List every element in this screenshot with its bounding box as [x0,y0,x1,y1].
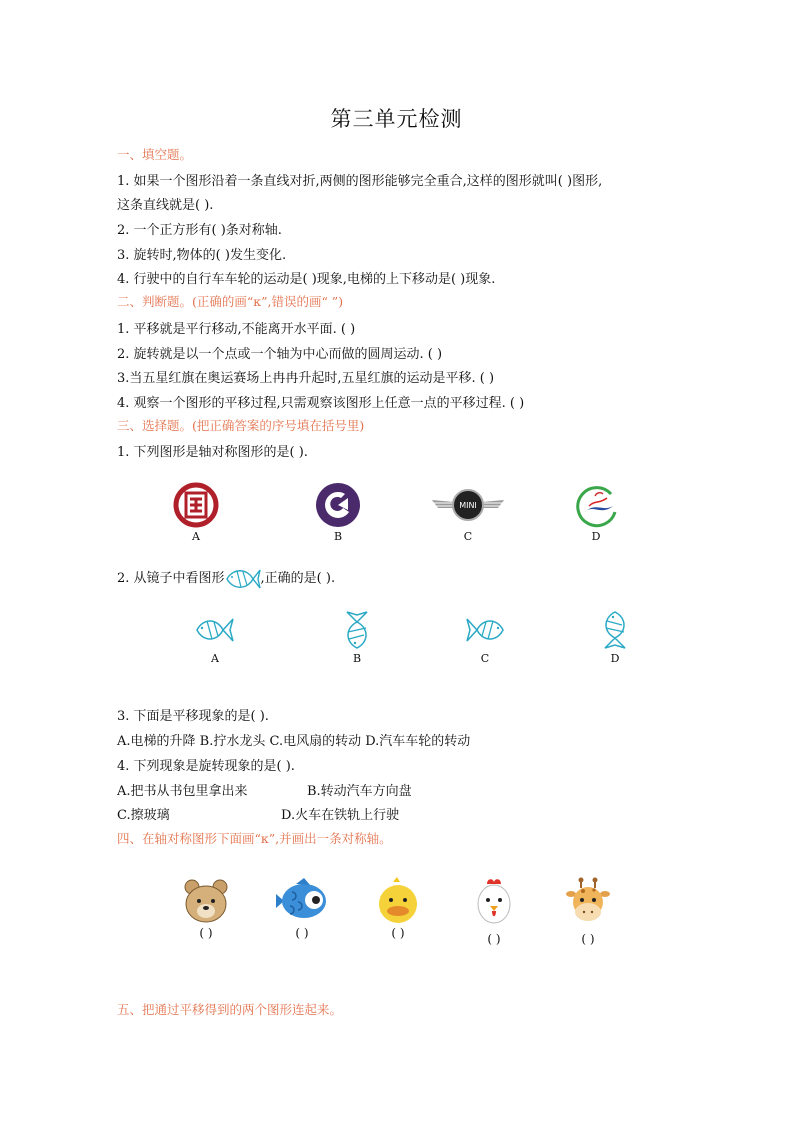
duck-icon [373,876,423,926]
icbc-logo-icon [173,482,219,528]
logo-label-d: D [591,530,601,543]
section-3-heading: 三、选择题。(把正确答案的序号填在括号里) [117,418,365,433]
animal-fish [272,876,332,940]
blue-fish-icon [274,876,330,926]
animal-paren-5: ( ) [581,932,595,946]
fish-option-d [592,610,638,665]
section-1-heading: 一、填空题。 [117,147,193,162]
fish-label-c: C [480,652,490,665]
s3-question-4-option-d: D.火车在铁轨上行驶 [281,808,400,823]
page-title: 第三单元检测 [330,107,463,131]
s3-question-4-option-c: C.擦玻璃 [117,808,170,823]
logo-option-d [572,482,620,543]
fish-option-c [462,610,508,665]
s1-question-1a: 1. 如果一个图形沿着一条直线对折,两侧的图形能够完全重合,这样的图形就叫( )图形, [117,174,603,189]
s1-question-3: 3. 旋转时,物体的( )发生变化. [117,248,287,263]
s2-question-3: 3.当五星红旗在奥运赛场上冉冉升起时,五星红旗的运动是平移. ( ) [117,371,495,386]
animal-paren-4: ( ) [487,932,501,946]
mini-logo-icon [428,482,508,528]
s2-question-4: 4. 观察一个图形的平移过程,只需观察该图形上任意一点的平移过程. ( ) [117,396,525,411]
s3-question-2 [117,564,335,594]
fish-option-a [192,610,238,665]
swan-logo-icon [573,482,619,528]
animal-giraffe [560,876,616,946]
fish-up-icon [593,610,637,650]
s3-question-1: 1. 下列图形是轴对称图形的是( ). [117,445,308,460]
logo-label-a: A [192,530,200,543]
s1-question-4: 4. 行驶中的自行车车轮的运动是( )现象,电梯的上下移动是( )现象. [117,272,496,287]
fish-label-d: D [610,652,620,665]
fish-left-icon [193,610,237,650]
logo-label-c: C [463,530,473,543]
animal-chicken [466,876,522,946]
s2-question-1: 1. 平移就是平行移动,不能离开水平面. ( ) [117,322,356,337]
s3-question-3-options: A.电梯的升降 B.拧水龙头 C.电风扇的转动 D.汽车车轮的转动 [117,734,471,749]
logo-label-b: B [333,530,343,543]
s3-question-2-prefix: 2. 从镜子中看图形 [117,571,225,586]
s1-question-2: 2. 一个正方形有( )条对称轴. [117,223,282,238]
s3-question-2-suffix: ,正确的是( ). [260,571,336,586]
s3-question-4: 4. 下列现象是旋转现象的是( ). [117,759,295,774]
bear-icon [181,876,231,926]
fish-icon [225,564,261,594]
fish-label-b: B [352,652,362,665]
animal-paren-2: ( ) [295,926,309,940]
fish-label-a: A [211,652,219,665]
fish-down-icon [335,610,379,650]
fish-option-b [334,610,380,665]
s1-question-1b: 这条直线就是( ). [117,198,214,213]
s3-question-3: 3. 下面是平移现象的是( ). [117,709,269,724]
logo-option-c [426,482,510,543]
s3-question-4-option-a: A.把书从书包里拿出来 [117,784,248,799]
giraffe-icon [563,876,613,932]
s2-question-2: 2. 旋转就是以一个点或一个轴为中心而做的圆周运动. ( ) [117,347,443,362]
s3-question-4-option-b: B.转动汽车方向盘 [307,784,412,799]
animal-duck [370,876,426,940]
chicken-icon [469,876,519,932]
fish-right-icon [463,610,507,650]
logo-option-b [314,482,362,543]
logo-option-a [172,482,220,543]
section-5-heading: 五、把通过平移得到的两个图形连起来。 [117,1002,343,1017]
section-4-heading: 四、在轴对称图形下面画“κ”,并画出一条对称轴。 [117,831,392,846]
section-2-heading: 二、判断题。(正确的画“κ”,错误的画“ ”) [117,294,344,309]
mini-logo-text: MINI [459,501,477,510]
animal-paren-1: ( ) [199,926,213,940]
animal-paren-3: ( ) [391,926,405,940]
ccb-logo-icon [315,482,361,528]
animal-bear [178,876,234,940]
